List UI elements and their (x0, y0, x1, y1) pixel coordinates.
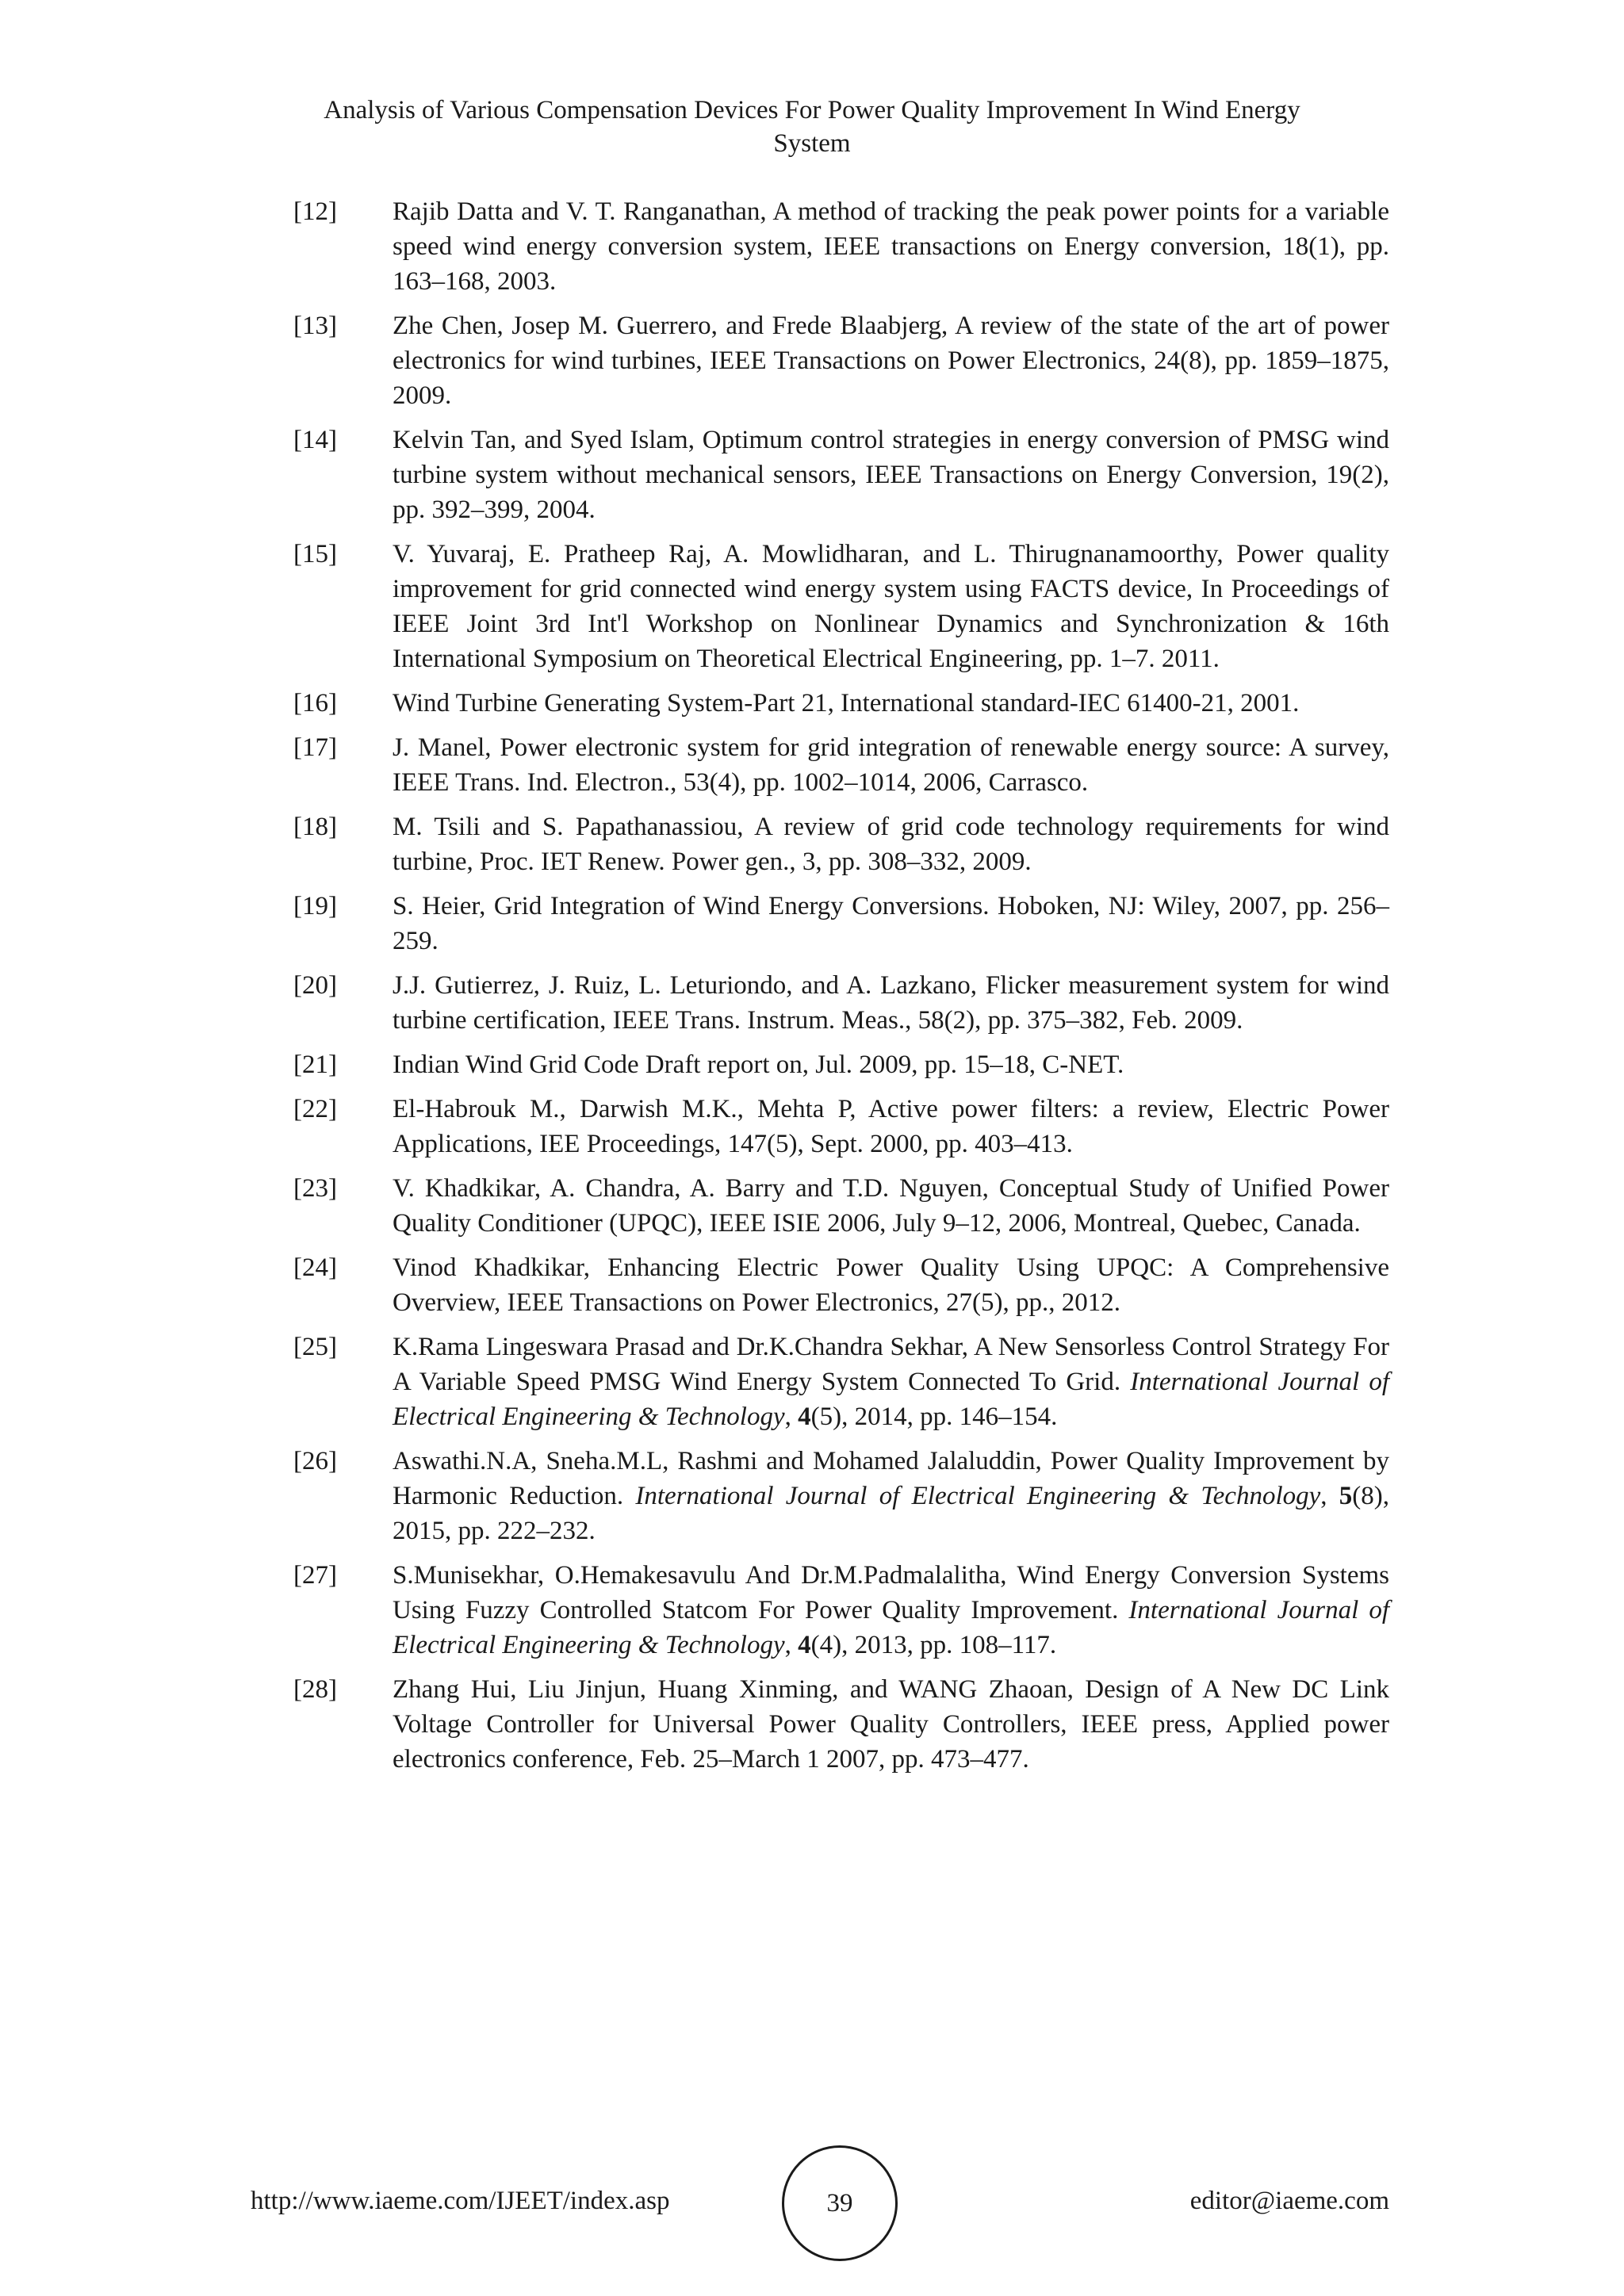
reference-list (293, 194, 1389, 1786)
reference-text (393, 1092, 1389, 1161)
reference-number: [16] (293, 689, 337, 718)
reference-item (293, 1250, 1389, 1320)
reference-text-segment: M. Tsili and S. Papathanassiou, A review of grid code technology requirements for wind turbine, Proc. IET Renew. Power gen., 3, pp. 308–332, 2009. (393, 813, 1389, 876)
reference-text (393, 968, 1389, 1038)
reference-text-segment: S. Heier, Grid Integration of Wind Energy Conversions. Hoboken, NJ: Wiley, 2007, pp. 256–259. (393, 892, 1389, 955)
reference-text-segment: V. Yuvaraj, E. Pratheep Raj, A. Mowlidharan, and L. Thirugnanamoorthy, Power quality improvement for grid connected wind energy system using FACTS device, In Proceedings of IEEE Joint 3rd Int'l Workshop on Nonlinear Dynamics and Synchronization & 16th International Symposium on Theoretical Electrical Engineering, pp. 1–7. 2011. (393, 540, 1389, 673)
reference-number: [18] (293, 813, 337, 841)
reference-text-segment: , (784, 1402, 799, 1431)
reference-text-segment: , (1320, 1482, 1339, 1510)
reference-text (393, 1330, 1389, 1434)
reference-text (393, 308, 1389, 413)
reference-text-segment: V. Khadkikar, A. Chandra, A. Barry and T.D. Nguyen, Conceptual Study of Unified Power Quality Conditioner (UPQC), IEEE ISIE 2006, July 9–12, 2006, Montreal, Quebec, Canada. (393, 1174, 1389, 1238)
reference-number: [22] (293, 1095, 337, 1123)
reference-number: [23] (293, 1174, 337, 1203)
reference-text-segment: Rajib Datta and V. T. Ranganathan, A method of tracking the peak power points for a variable speed wind energy conversion system, IEEE transactions on Energy conversion, 18(1), pp. 163–168, 2003. (393, 197, 1389, 296)
reference-text (393, 423, 1389, 527)
reference-item (293, 1558, 1389, 1663)
reference-text-segment: Zhang Hui, Liu Jinjun, Huang Xinming, and WANG Zhaoan, Design of A New DC Link Voltage Controller for Universal Power Quality Controllers, IEEE press, Applied power electronics conference, Feb. 25–March 1 2007, pp. 473–477. (393, 1675, 1389, 1774)
journal-title: International Journal of Electrical Engineering & Technology (393, 1368, 1390, 1431)
reference-text-segment: K.Rama Lingeswara Prasad and Dr.K.Chandra Sekhar, A New Sensorless Control Strategy For A Variable Speed PMSG Wind Energy System Connected To Grid. (393, 1333, 1389, 1396)
reference-text (393, 730, 1389, 800)
reference-item (293, 1092, 1389, 1161)
reference-text-segment: Wind Turbine Generating System-Part 21, International standard-IEC 61400-21, 2001. (393, 689, 1300, 718)
reference-text (393, 809, 1389, 879)
footer-email-link[interactable]: editor@iaeme.com (1189, 2187, 1389, 2215)
reference-text (393, 1047, 1389, 1082)
reference-item (293, 968, 1389, 1038)
reference-item (293, 1047, 1389, 1082)
reference-item (293, 1444, 1389, 1548)
reference-text (393, 889, 1389, 959)
volume-number: 4 (798, 1402, 811, 1431)
header-title-line-2: System (773, 129, 851, 158)
reference-number: [13] (293, 312, 337, 340)
reference-text (393, 1171, 1389, 1241)
reference-text-segment: S.Munisekhar, O.Hemakesavulu And Dr.M.Padmalalitha, Wind Energy Conversion Systems Using Fuzzy Controlled Statcom For Power Quality Improvement. (393, 1561, 1389, 1624)
reference-text-segment: Indian Wind Grid Code Draft report on, Jul. 2009, pp. 15–18, C-NET. (393, 1050, 1124, 1079)
reference-item (293, 308, 1389, 413)
volume-number: 5 (1339, 1482, 1353, 1510)
reference-number: [14] (293, 426, 337, 454)
reference-item (293, 1672, 1389, 1777)
reference-number: [21] (293, 1050, 337, 1079)
reference-number: [15] (293, 540, 337, 568)
reference-number: [26] (293, 1447, 337, 1475)
reference-number: [17] (293, 733, 337, 762)
reference-number: [27] (293, 1561, 337, 1590)
volume-number: 4 (798, 1631, 811, 1659)
reference-item (293, 889, 1389, 959)
reference-text (393, 537, 1389, 676)
reference-text-segment: J.J. Gutierrez, J. Ruiz, L. Leturiondo, and A. Lazkano, Flicker measurement system for wind turbine certification, IEEE Trans. Instrum. Meas., 58(2), pp. 375–382, Feb. 2009. (393, 971, 1389, 1035)
reference-text-segment: , (784, 1631, 799, 1659)
reference-text-segment: (4), 2013, pp. 108–117. (810, 1631, 1057, 1659)
header-title-line-1: Analysis of Various Compensation Devices For Power Quality Improvement In Wind Energy (324, 96, 1300, 124)
reference-number: [25] (293, 1333, 337, 1361)
reference-item (293, 423, 1389, 527)
reference-text (393, 1444, 1389, 1548)
reference-item (293, 537, 1389, 676)
reference-number: [24] (293, 1253, 337, 1282)
reference-item (293, 730, 1389, 800)
reference-number: [28] (293, 1675, 337, 1704)
reference-item (293, 809, 1389, 879)
reference-number: [12] (293, 197, 337, 226)
reference-item (293, 194, 1389, 299)
reference-text-segment: Kelvin Tan, and Syed Islam, Optimum control strategies in energy conversion of PMSG wind turbine system without mechanical sensors, IEEE Transactions on Energy Conversion, 19(2), pp. 392–399, 2004. (393, 426, 1389, 524)
reference-text (393, 686, 1389, 721)
reference-text-segment: El-Habrouk M., Darwish M.K., Mehta P, Active power filters: a review, Electric Power Applications, IEE Proceedings, 147(5), Sept. 2000, pp. 403–413. (393, 1095, 1389, 1158)
reference-text (393, 1672, 1389, 1777)
journal-title: International Journal of Electrical Engineering & Technology (635, 1482, 1321, 1510)
journal-title: International Journal of Electrical Engineering & Technology (393, 1596, 1389, 1659)
running-header (238, 94, 1386, 160)
reference-text-segment: Zhe Chen, Josep M. Guerrero, and Frede Blaabjerg, A review of the state of the art of power electronics for wind turbines, IEEE Transactions on Power Electronics, 24(8), pp. 1859–1875, 2009. (393, 312, 1389, 410)
page-number: 39 (826, 2188, 853, 2218)
reference-text-segment: Aswathi.N.A, Sneha.M.L, Rashmi and Mohamed Jalaluddin, Power Quality Improvement by Harmonic Reduction. (393, 1447, 1389, 1510)
reference-item (293, 1171, 1389, 1241)
reference-text-segment: J. Manel, Power electronic system for grid integration of renewable energy source: A survey, IEEE Trans. Ind. Electron., 53(4), pp. 1002–1014, 2006, Carrasco. (393, 733, 1389, 797)
reference-item (293, 1330, 1389, 1434)
reference-text-segment: Vinod Khadkikar, Enhancing Electric Power Quality Using UPQC: A Comprehensive Overview, IEEE Transactions on Power Electronics, 27(5), pp., 2012. (393, 1253, 1389, 1317)
page-number-circle (782, 2145, 898, 2261)
reference-number: [20] (293, 971, 337, 1000)
page-footer (251, 2145, 1389, 2263)
footer-url-link[interactable]: http://www.iaeme.com/IJEET/index.asp (251, 2187, 670, 2215)
reference-text-segment: (5), 2014, pp. 146–154. (810, 1402, 1058, 1431)
reference-text-segment: (8), 2015, pp. 222–232. (393, 1482, 1390, 1545)
reference-text (393, 1250, 1389, 1320)
reference-text (393, 1558, 1389, 1663)
reference-text (393, 194, 1389, 299)
reference-number: [19] (293, 892, 337, 920)
reference-item (293, 686, 1389, 721)
